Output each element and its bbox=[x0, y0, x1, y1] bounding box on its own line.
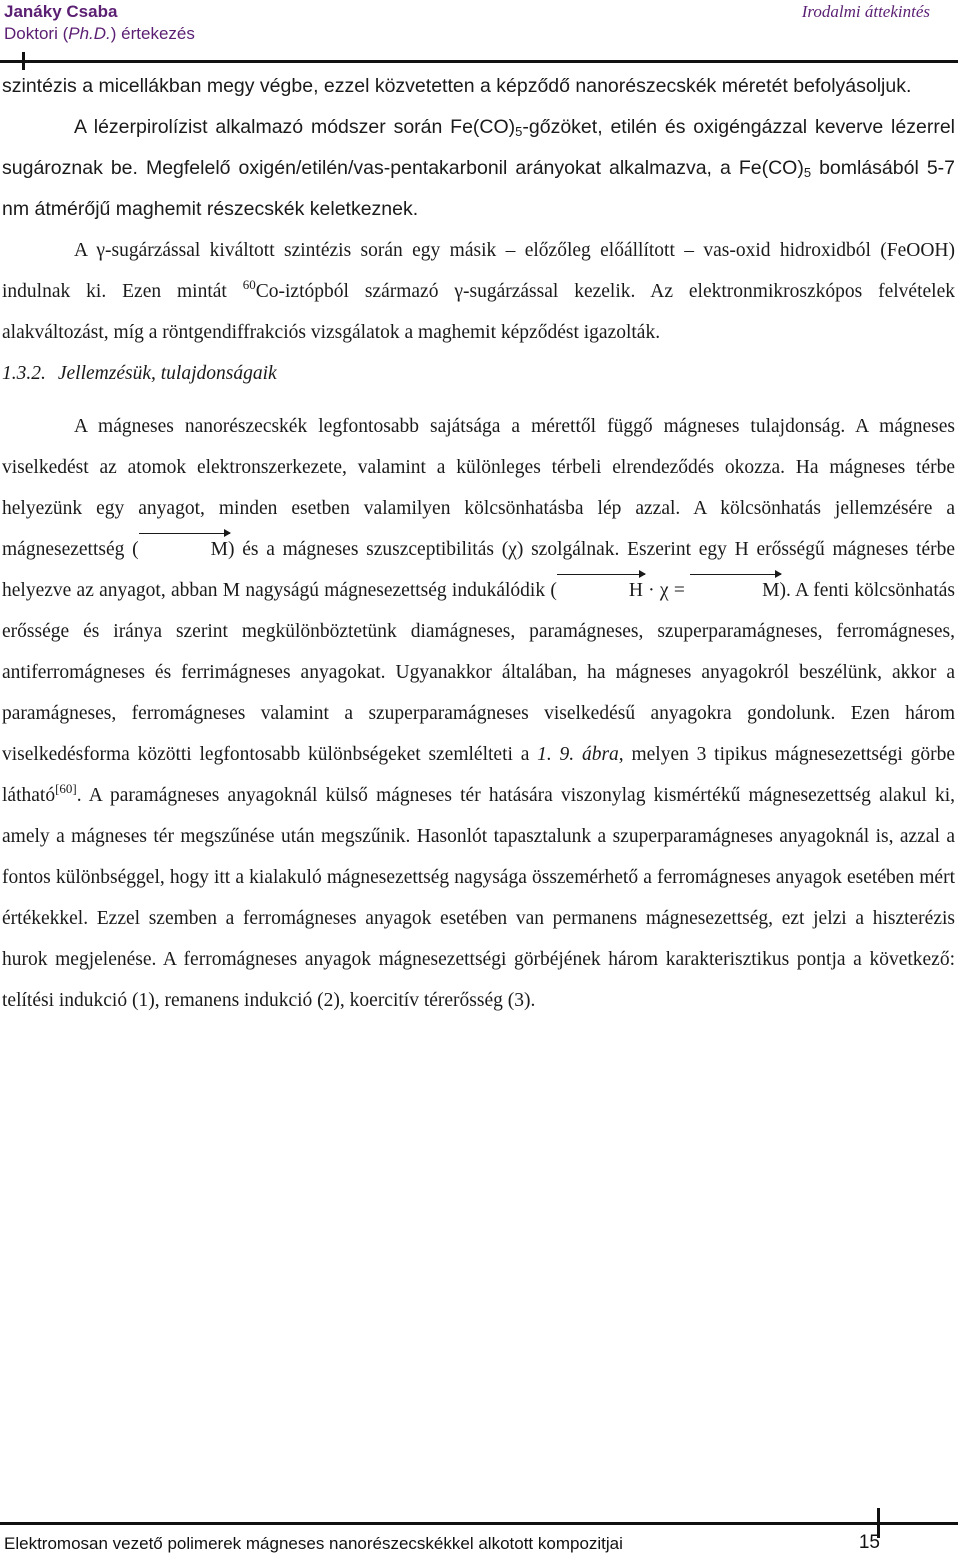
header-rule bbox=[0, 60, 958, 63]
vector-m: M bbox=[690, 570, 779, 611]
page-number: 15 bbox=[858, 1532, 880, 1553]
paragraph: szintézis a micellákban megy végbe, ezzel közvetetten a képződő nanorészecskék méretét befolyásoljuk. bbox=[2, 75, 912, 97]
header-author: Janáky Csaba bbox=[4, 2, 118, 21]
figure-reference: 1. 9. ábra bbox=[537, 744, 619, 765]
body-text bbox=[2, 66, 955, 1021]
footer-title: Elektromosan vezető polimerek mágneses nanorészecskékkel alkotott kompozitjai bbox=[4, 1534, 623, 1553]
paragraph: A lézerpirolízist alkalmazó módszer során $Fe(CO)_5$-gőzöket, etilén és oxigéngázzal keverve lézerrel sugároznak be. Megfelelő oxigén/etilén/vas-pentakarbonil arányokat alkalmazva, a $Fe(CO)_5$ bomlásából 5-7 nm átmérőjű maghemit részecskék keletkeznek. bbox=[2, 116, 955, 220]
citation: [60] bbox=[55, 781, 77, 796]
header-degree: Doktori (Ph.D.) értekezés bbox=[4, 24, 195, 43]
header-section: Irodalmi áttekintés bbox=[801, 2, 930, 21]
vector-h: H bbox=[557, 570, 643, 611]
paragraph: A γ-sugárzással kiváltott szintézis során egy másik – előzőleg előállított – vas-oxid hidroxidból (FeOOH) indulnak ki. Ezen mintát $^{60}$Co-iztópból származó γ-sugárzással kezelik. Az elektronmikroszkópos felvételek alakváltozást, míg a röntgendiffrakciós vizsgálatok a maghemit képződést igazolták. bbox=[2, 240, 955, 343]
section-heading: 1.3.2. Jellemzésük, tulajdonságaik bbox=[2, 363, 277, 384]
paragraph: A mágneses nanorészecskék legfontosabb sajátsága a mérettől függő mágneses tulajdonság. A mágneses viselkedést az atomok elektronszerkezete, valamint a különleges térbeli elrendeződés okozza. Ha mágneses térbe helyezünk egy anyagot, minden esetben valamilyen kölcsönhatásba lép azzal. A kölcsönhatás jellemzésére a mágnesezettség ( M) és a mágneses szuszceptibilitás (χ) szolgálnak. Eszerint egy H erősségű mágneses térbe helyezve az anyagot, abban M nagyságú mágnesezettség indukálódik ( H · χ = M). A fenti kölcsönhatás erőssége és iránya szerint megkülönböztetünk diamágneses, paramágneses, szuperparamágneses, ferromágneses, antiferromágneses és ferrimágneses anyagokat. Ugyanakkor általában, ha mágneses anyagokról beszélünk, akkor a paramágneses, ferromágneses valamint a szuperparamágneses viselkedésű anyagokra gondolunk. Ezen három viselkedésforma közötti legfontosabb különbségeket szemlélteti a 1. 9. ábra, melyen 3 tipikus mágnesezettségi görbe látható[60]. A paramágneses anyagoknál külső mágneses tér hatására viszonylag kismértékű mágnesezettség alakul ki, amely a mágneses tér megszűnése után megszűnik. Hasonlót tapasztalunk a szuperparamágneses anyagoknál is, azzal a fontos különbséggel, hogy itt a kialakuló mágnesezettség nagysága összemérhető a ferromágneses anyagok esetében mért értékekkel. Ezzel szemben a ferromágneses anyagok esetében van permanens mágnesezettség, ezt jelzi a hiszterézis hurok megjelenése. A ferromágneses anyagok mágnesezettségi görbéjének három karakterisztikus pontja a következő: telítési indukció (1), remanens indukció (2), koercitív térerősség (3). bbox=[2, 416, 955, 1011]
vector-m: M bbox=[139, 529, 228, 570]
footer-rule bbox=[0, 1522, 958, 1525]
